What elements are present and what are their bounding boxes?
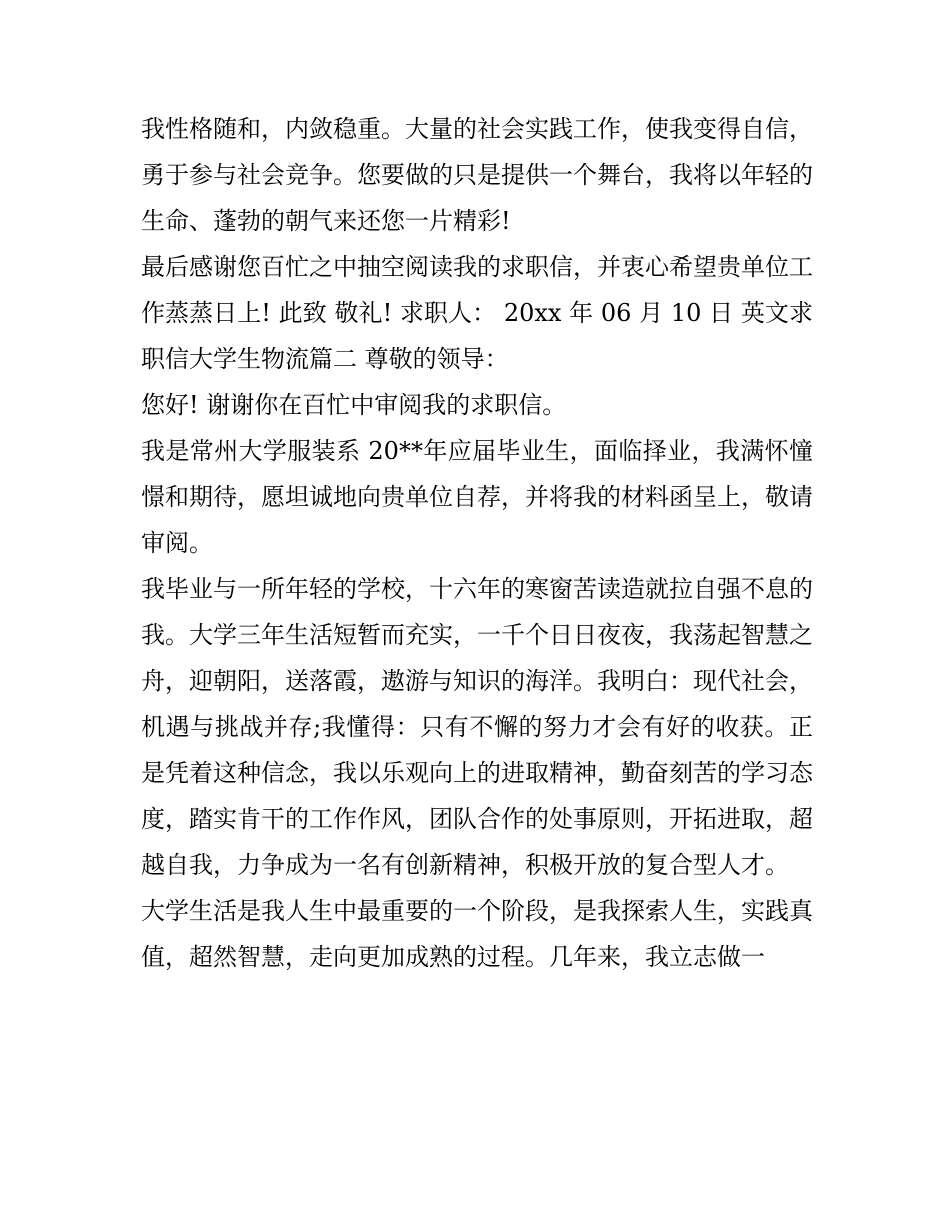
paragraph-introduction: 我是常州大学服装系 20**年应届毕业生，面临择业，我满怀憧憬和期待，愿坦诚地向贵单位自荐，并将我的材料函呈上，敬请审阅。 [141,437,813,557]
document-body [141,106,813,980]
paragraph-background: 我毕业与一所年轻的学校，十六年的寒窗苦读造就拉自强不息的我。大学三年生活短暂而充实，一千个日日夜夜，我荡起智慧之舟，迎朝阳，送落霞，遨游与知识的海洋。我明白：现代社会，机遇与挑战并存;我懂得：只有不懈的努力才会有好的收获。正是凭着这种信念，我以乐观向上的进取精神，勤奋刻苦的学习态度，踏实肯干的工作作风，团队合作的处事原则，开拓进取，超越自我，力争成为一名有创新精神，积极开放的复合型人才。 [141,575,813,879]
paragraph-greeting: 您好! 谢谢你在百忙中审阅我的求职信。 [141,391,567,419]
paragraph-personality: 我性格随和，内敛稳重。大量的社会实践工作，使我变得自信，勇于参与社会竞争。您要做的只是提供一个舞台，我将以年轻的生命、蓬勃的朝气来还您一片精彩! [141,115,813,235]
paragraph-closing: 最后感谢您百忙之中抽空阅读我的求职信，并衷心希望贵单位工作蒸蒸日上! 此致 敬礼! 求职人： 20xx 年 06 月 10 日 英文求职信大学生物流篇二 尊敬的领导： [141,253,813,373]
paragraph-university-life: 大学生活是我人生中最重要的一个阶段，是我探索人生，实践真值，超然智慧，走向更加成熟的过程。几年来，我立志做一 [141,897,813,971]
